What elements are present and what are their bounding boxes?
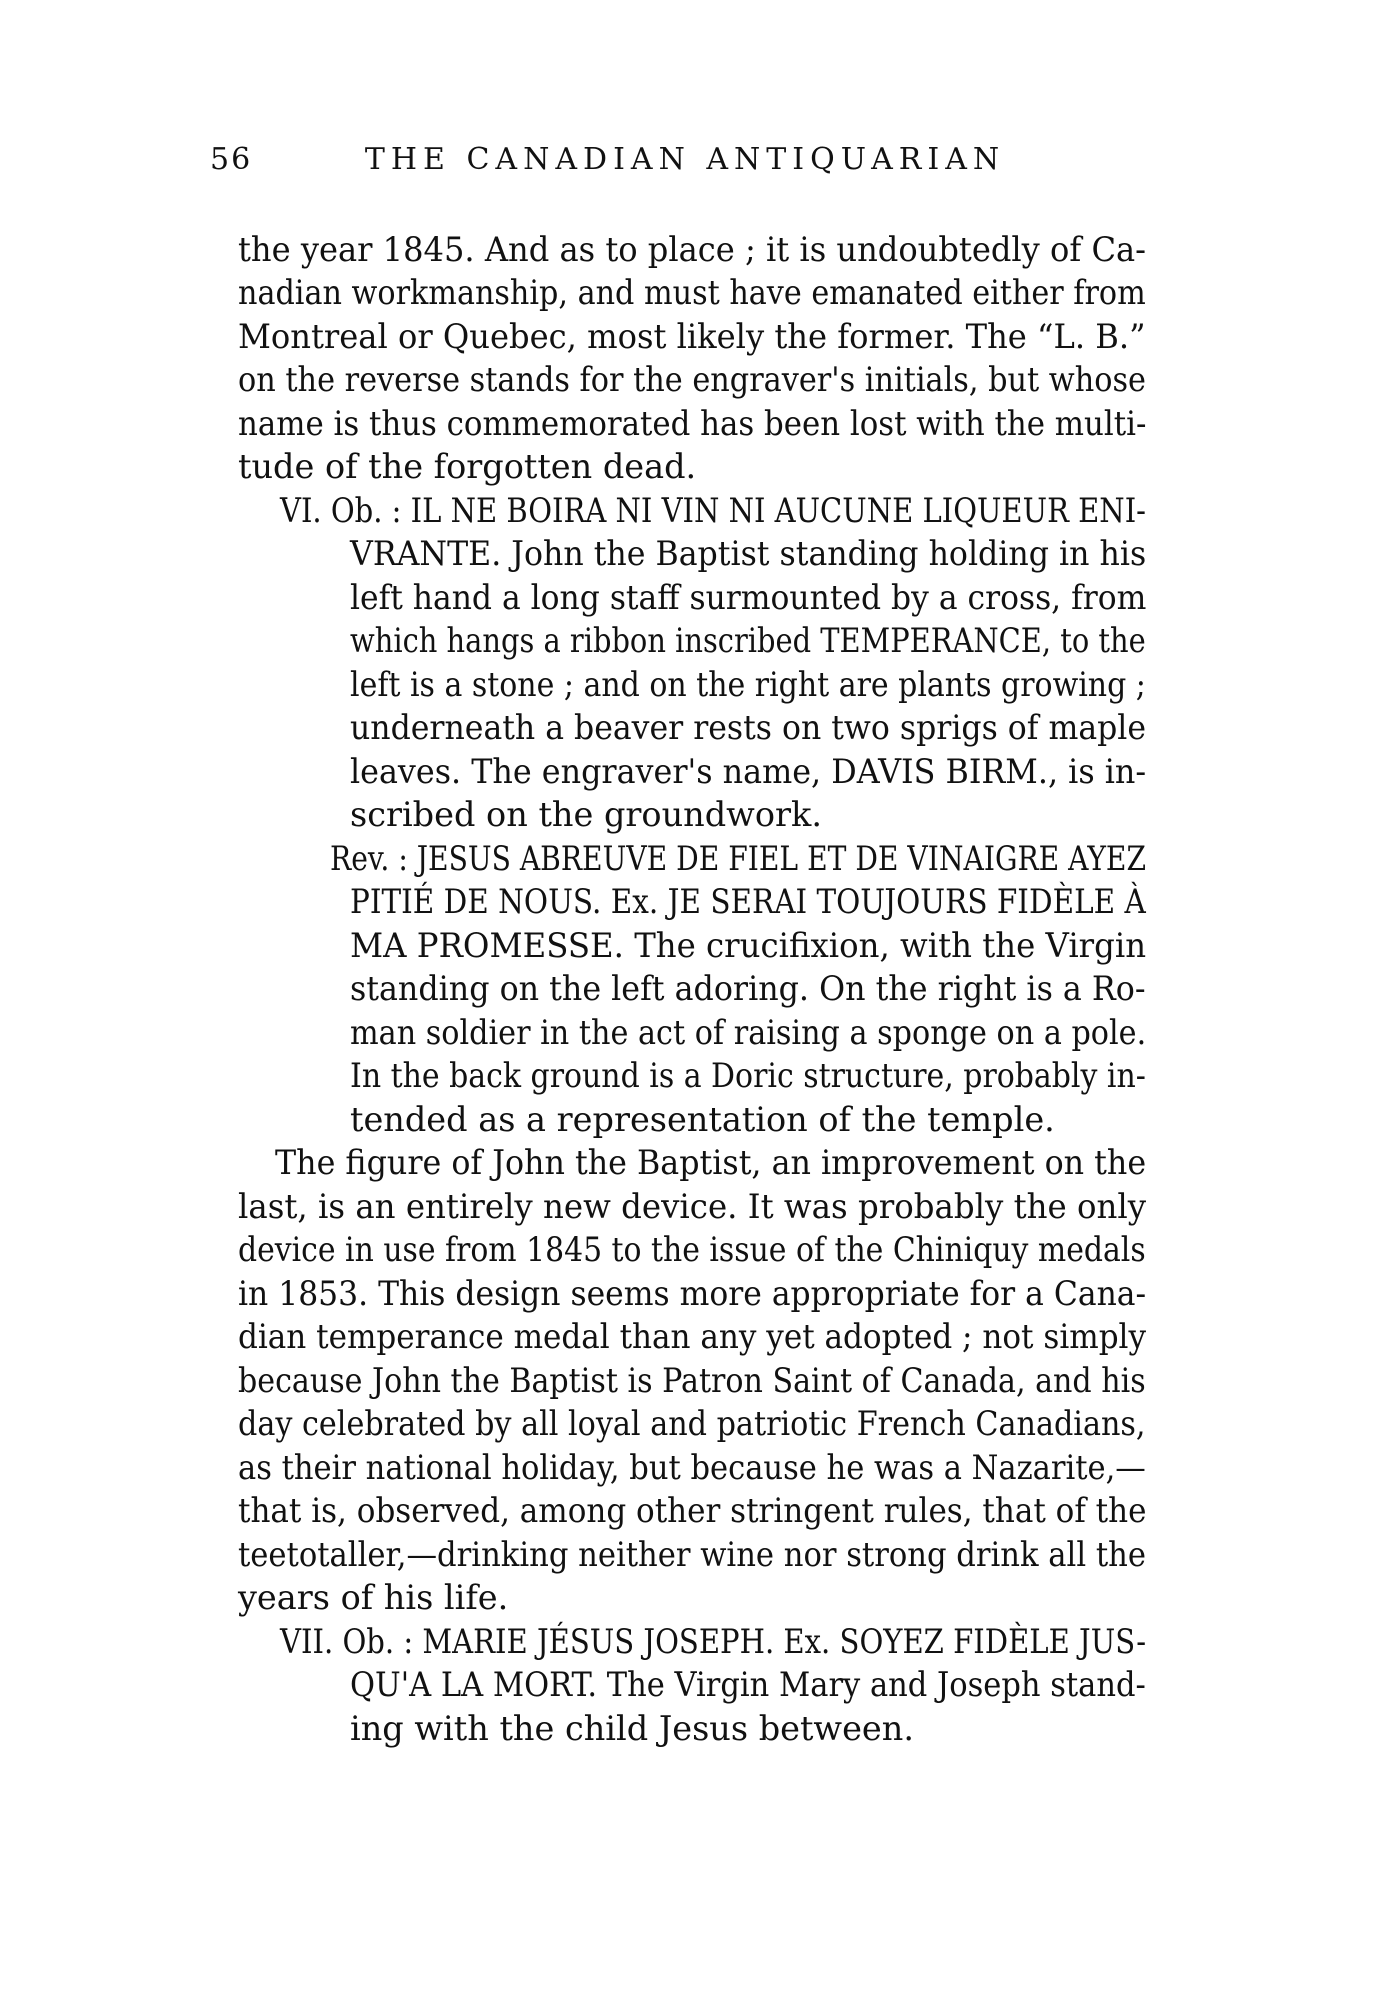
text-line: on the reverse stands for the engraver's initials, but whose (238, 360, 1146, 399)
text-line: in 1853. This design seems more appropriate for a Cana- (238, 1274, 1147, 1313)
text-line: Montreal or Quebec, most likely the former. The “L. B.” (238, 317, 1146, 356)
text-line: the year 1845. And as to place ; it is undoubtedly of Ca- (238, 230, 1147, 269)
text-line: leaves. The engraver's name, DAVIS BIRM., is in- (350, 752, 1147, 791)
text-line: which hangs a ribbon inscribed TEMPERANCE, to the (350, 621, 1146, 660)
text-line: tended as a representation of the temple. (350, 1100, 1055, 1139)
text-line: nadian workmanship, and must have emanated either from (238, 273, 1146, 312)
text-line: man soldier in the act of raising a sponge on a pole. (350, 1013, 1147, 1052)
text-line: Rev. : JESUS ABREUVE DE FIEL ET DE VINAIGRE AYEZ (330, 839, 1147, 878)
text-line: tude of the forgotten dead. (238, 447, 697, 486)
text-line: The figure of John the Baptist, an improvement on the (275, 1143, 1147, 1182)
text-line: scribed on the groundwork. (350, 795, 822, 834)
text-line: left is a stone ; and on the right are plants growing ; (350, 665, 1146, 704)
text-line: teetotaller,—drinking neither wine nor strong drink all the (238, 1535, 1146, 1574)
text-line: last, is an entirely new device. It was probably the only (238, 1187, 1147, 1226)
text-line: PITIÉ DE NOUS. Ex. JE SERAI TOUJOURS FIDÈLE À (350, 882, 1146, 921)
text-line: standing on the left adoring. On the right is a Ro- (350, 969, 1146, 1008)
text-line: underneath a beaver rests on two sprigs of maple (350, 708, 1147, 747)
text-line: VRANTE. John the Baptist standing holding in his (350, 534, 1147, 573)
text-line: because John the Baptist is Patron Saint of Canada, and his (238, 1361, 1146, 1400)
text-line: dian temperance medal than any yet adopted ; not simply (238, 1317, 1147, 1356)
text-line: device in use from 1845 to the issue of the Chiniquy medals (238, 1230, 1146, 1269)
text-line: that is, observed, among other stringent rules, that of the (238, 1491, 1147, 1530)
text-line: VI. Ob. : IL NE BOIRA NI VIN NI AUCUNE LIQUEUR ENI- (280, 491, 1146, 530)
text-line: left hand a long staff surmounted by a cross, from (350, 578, 1147, 617)
text-line: as their national holiday, but because he was a Nazarite,— (238, 1448, 1146, 1487)
text-line: MA PROMESSE. The crucifixion, with the Virgin (350, 926, 1147, 965)
text-line: In the back ground is a Doric structure, probably in- (350, 1056, 1146, 1095)
text-line: VII. Ob. : MARIE JÉSUS JOSEPH. Ex. SOYEZ FIDÈLE JUS- (280, 1622, 1147, 1661)
text-line: day celebrated by all loyal and patriotic French Canadians, (238, 1404, 1146, 1443)
text-line: name is thus commemorated has been lost with the multi- (238, 404, 1147, 443)
text-line: years of his life. (238, 1578, 509, 1617)
text-line: ing with the child Jesus between. (350, 1709, 914, 1748)
page-header (210, 142, 1160, 192)
page-number: 56 (210, 142, 253, 177)
text-line: QU'A LA MORT. The Virgin Mary and Joseph stand- (350, 1665, 1146, 1704)
running-title: THE CANADIAN ANTIQUARIAN (364, 142, 1006, 177)
